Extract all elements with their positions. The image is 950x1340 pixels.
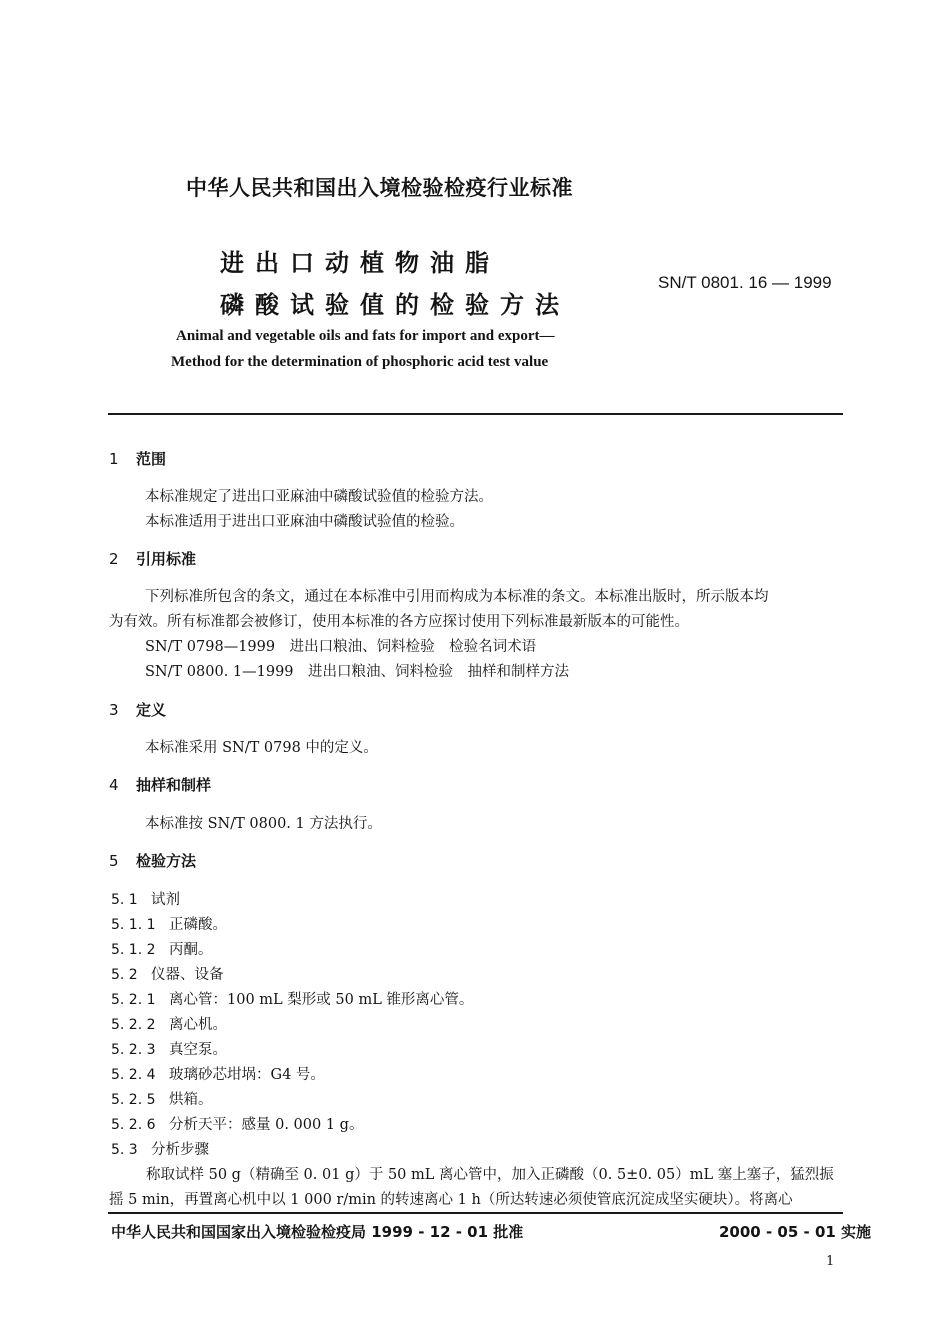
clause-text: 分析步骤 <box>151 1142 209 1158</box>
clause-number: 5. 2. 3 <box>111 1042 156 1058</box>
section-number: 5 <box>109 852 119 870</box>
clause-5-2-2 <box>111 1013 227 1034</box>
section-title: 抽样和制样 <box>136 776 212 794</box>
section-number: 1 <box>109 450 119 468</box>
section-3-paragraph: 本标准采用 SN/T 0798 中的定义。 <box>145 740 378 756</box>
clause-5-1-1 <box>111 913 227 934</box>
section-1-heading <box>109 448 166 469</box>
clause-number: 5. 2. 5 <box>111 1092 156 1108</box>
clause-5-2-6 <box>111 1113 363 1134</box>
chinese-title-line-1: 进出口动植物油脂 <box>220 249 500 277</box>
clause-text: 正磷酸。 <box>169 917 227 933</box>
clause-number: 5. 2. 2 <box>111 1017 156 1033</box>
chinese-title-line-2: 磷酸试验值的检验方法 <box>220 291 570 319</box>
clause-text: 真空泵。 <box>169 1042 227 1058</box>
section-title: 范围 <box>136 450 167 468</box>
clause-5-2-4 <box>111 1063 325 1084</box>
clause-5-2 <box>111 963 224 984</box>
section-title: 检验方法 <box>136 852 197 870</box>
clause-number: 5. 2. 4 <box>111 1067 156 1083</box>
section-5-heading <box>109 850 196 871</box>
footer-divider <box>108 1212 843 1214</box>
standard-code: SN/T 0801. 16 — 1999 <box>658 273 832 292</box>
clause-text: 离心机。 <box>169 1017 227 1033</box>
english-title-line-2: Method for the determination of phosphoric acid test value <box>171 354 549 370</box>
clause-number: 5. 2. 1 <box>111 992 156 1008</box>
clause-text: 分析天平：感量 0. 000 1 g。 <box>169 1117 364 1133</box>
section-2-paragraph-line-1: 下列标准所包含的条文，通过在本标准中引用而构成为本标准的条文。本标准出版时，所示版本均 <box>145 589 769 605</box>
clause-5-2-1 <box>111 988 473 1009</box>
english-title-line-1: Animal and vegetable oils and fats for import and export— <box>176 328 555 344</box>
reference-standard-2: SN/T 0800. 1—1999 进出口粮油、饲料检验 抽样和制样方法 <box>145 664 570 680</box>
clause-5-1-2 <box>111 938 213 959</box>
procedure-paragraph-line-1: 称取试样 50 g（精确至 0. 01 g）于 50 mL 离心管中，加入正磷酸（0. 5±0. 05）mL 塞上塞子，猛烈振 <box>146 1167 834 1183</box>
clause-text: 烘箱。 <box>169 1092 213 1108</box>
section-number: 3 <box>109 701 119 719</box>
section-title: 引用标准 <box>136 550 197 568</box>
clause-text: 离心管：100 mL 梨形或 50 mL 锥形离心管。 <box>169 992 474 1008</box>
clause-5-3 <box>111 1138 209 1159</box>
section-number: 4 <box>109 776 119 794</box>
standard-organization: 中华人民共和国出入境检验检疫行业标准 <box>186 176 573 200</box>
clause-5-2-3 <box>111 1038 227 1059</box>
clause-number: 5. 1. 2 <box>111 942 156 958</box>
section-4-paragraph: 本标准按 SN/T 0800. 1 方法执行。 <box>145 816 382 832</box>
clause-number: 5. 3 <box>111 1142 138 1158</box>
section-3-heading <box>109 699 166 720</box>
implementation-date: 2000 - 05 - 01 实施 <box>719 1223 872 1241</box>
section-2-paragraph-line-2: 为有效。所有标准都会被修订，使用本标准的各方应探讨使用下列标准最新版本的可能性。 <box>109 614 689 630</box>
reference-standard-1: SN/T 0798—1999 进出口粮油、饲料检验 检验名词术语 <box>145 639 537 655</box>
section-1-paragraph-1: 本标准规定了进出口亚麻油中磷酸试验值的检验方法。 <box>145 489 493 505</box>
clause-text: 试剂 <box>151 892 180 908</box>
clause-number: 5. 2 <box>111 967 138 983</box>
clause-text: 仪器、设备 <box>151 967 224 983</box>
clause-5-1 <box>111 888 180 909</box>
header-divider <box>108 413 843 415</box>
page-number: 1 <box>826 1254 835 1269</box>
section-number: 2 <box>109 550 119 568</box>
section-title: 定义 <box>136 701 167 719</box>
section-4-heading <box>109 774 211 795</box>
procedure-paragraph-line-2: 摇 5 min，再置离心机中以 1 000 r/min 的转速离心 1 h（所达转速必须使管底沉淀成坚实硬块）。将离心 <box>109 1192 793 1208</box>
section-2-heading <box>109 548 196 569</box>
approval-statement: 中华人民共和国国家出入境检验检疫局 1999 - 12 - 01 批准 <box>111 1223 524 1241</box>
section-1-paragraph-2: 本标准适用于进出口亚麻油中磷酸试验值的检验。 <box>145 514 464 530</box>
clause-number: 5. 2. 6 <box>111 1117 156 1133</box>
clause-number: 5. 1 <box>111 892 138 908</box>
clause-text: 玻璃砂芯坩埚：G4 号。 <box>169 1067 325 1083</box>
clause-number: 5. 1. 1 <box>111 917 156 933</box>
clause-5-2-5 <box>111 1088 213 1109</box>
clause-text: 丙酮。 <box>169 942 213 958</box>
